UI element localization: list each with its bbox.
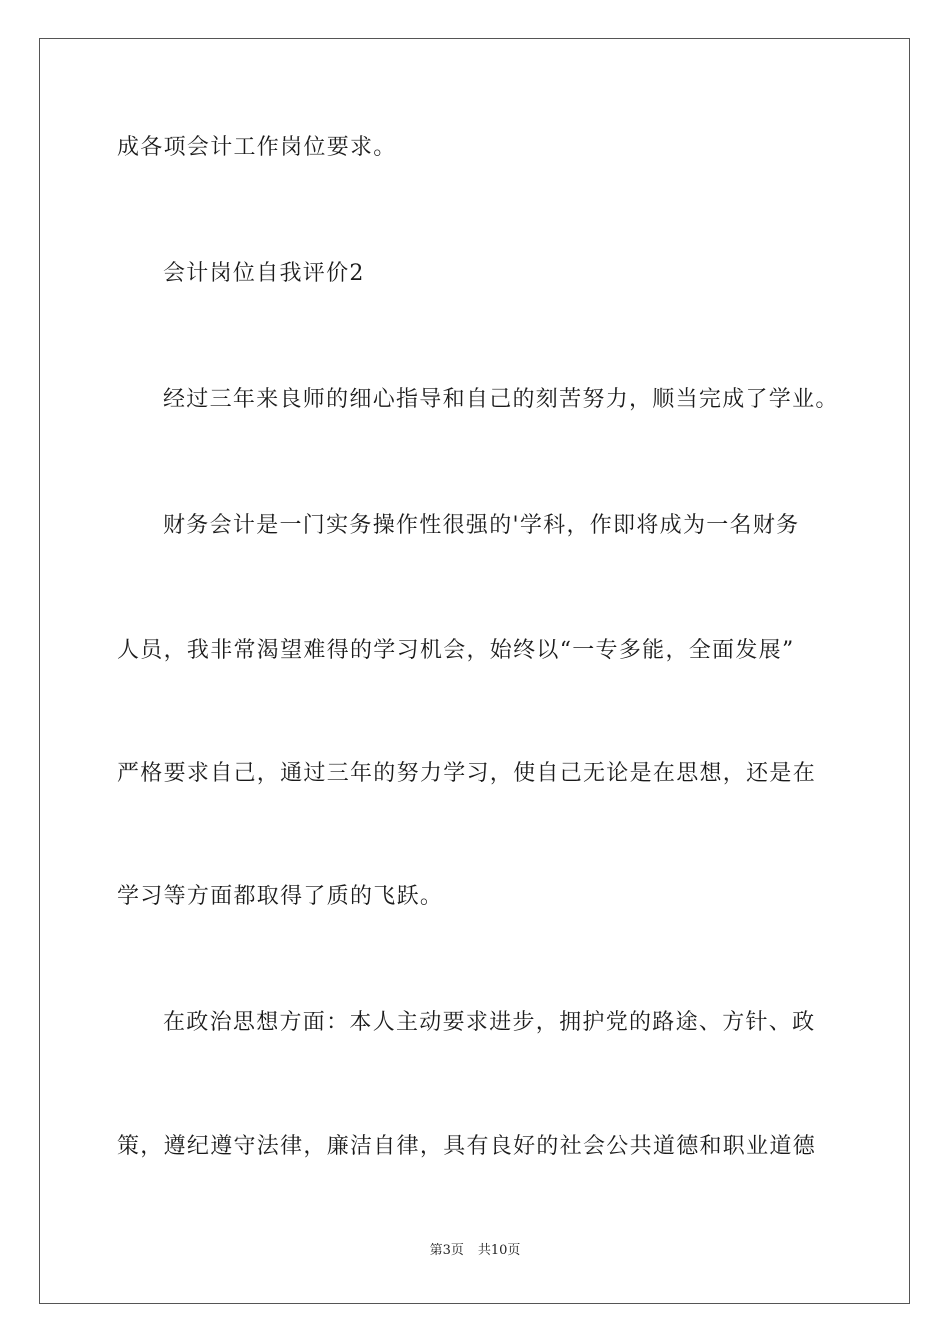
page-footer: [0, 1242, 950, 1260]
page-frame: [39, 38, 910, 1304]
body-line-7: 在政治思想方面：本人主动要求进步，拥护党的路途、方针、政: [163, 1010, 816, 1035]
body-line-2: 经过三年来良师的细心指导和自己的刻苦努力，顺当完成了学业。: [163, 387, 839, 412]
body-line-4: 人员，我非常渴望难得的学习机会，始终以“一专多能，全面发展”: [117, 638, 795, 663]
body-line-6: 学习等方面都取得了质的飞跃。: [117, 884, 444, 909]
body-line-1: 成各项会计工作岗位要求。: [117, 135, 397, 160]
page-total: 共10页: [477, 1243, 521, 1258]
page-number: 第3页: [429, 1243, 464, 1258]
section-heading: 会计岗位自我评价2: [163, 261, 365, 286]
body-line-3: 财务会计是一门实务操作性很强的'学科，作即将成为一名财务: [163, 513, 800, 538]
body-line-5: 严格要求自己，通过三年的努力学习，使自己无论是在思想，还是在: [117, 761, 817, 786]
body-line-8: 策，遵纪遵守法律，廉洁自律，具有良好的社会公共道德和职业道德: [117, 1134, 817, 1159]
